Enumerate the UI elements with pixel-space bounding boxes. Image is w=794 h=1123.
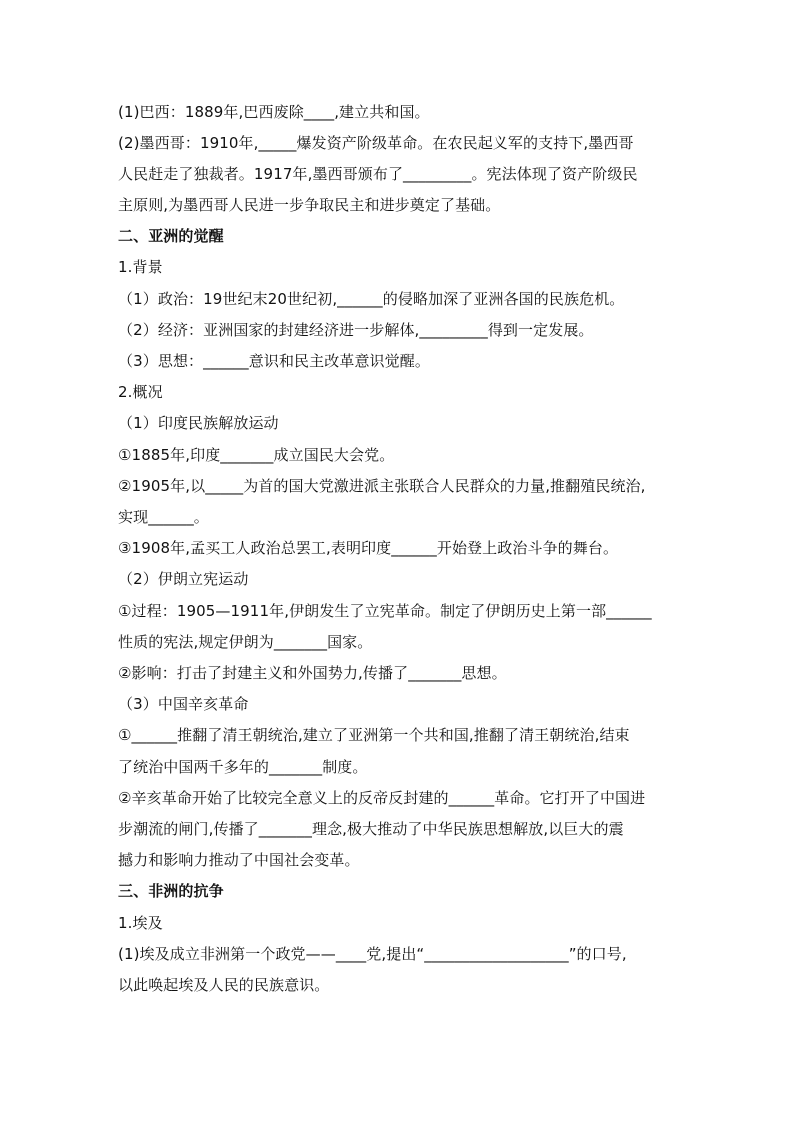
- text-line: (1)埃及成立非洲第一个政党——____党,提出“___________________”的口号,: [118, 945, 627, 963]
- subsection-heading: 1.背景: [118, 258, 163, 276]
- text-line: （3）思想：______意识和民主改革意识觉醒。: [118, 352, 430, 370]
- text-line: 步潮流的闸门,传播了_______理念,极大推动了中华民族思想解放,以巨大的震: [118, 820, 624, 838]
- text-line: ①过程：1905—1911年,伊朗发生了立宪革命。制定了伊朗历史上第一部______: [118, 602, 652, 620]
- section-heading: 三、非洲的抗争: [118, 882, 224, 900]
- text-line: ①______推翻了清王朝统治,建立了亚洲第一个共和国,推翻了清王朝统治,结束: [118, 726, 630, 744]
- text-line: ①1885年,印度_______成立国民大会党。: [118, 446, 395, 464]
- text-line: 实现______。: [118, 508, 209, 526]
- text-line: ②1905年,以_____为首的国大党激进派主张联合人民群众的力量,推翻殖民统治,: [118, 477, 646, 495]
- text-line: （2）经济：亚洲国家的封建经济进一步解体,_________得到一定发展。: [118, 321, 594, 339]
- item-heading: （1）印度民族解放运动: [118, 414, 279, 432]
- text-line: 撼力和影响力推动了中国社会变革。: [118, 851, 360, 869]
- section-heading: 二、亚洲的觉醒: [118, 227, 224, 245]
- item-heading: （3）中国辛亥革命: [118, 695, 249, 713]
- text-line: 以此唤起埃及人民的民族意识。: [118, 976, 330, 994]
- text-line: (1)巴西：1889年,巴西废除____,建立共和国。: [118, 103, 430, 121]
- text-line: ②影响：打击了封建主义和外国势力,传播了_______思想。: [118, 664, 507, 682]
- text-line: 性质的宪法,规定伊朗为_______国家。: [118, 633, 373, 651]
- text-line: ②辛亥革命开始了比较完全意义上的反帝反封建的______革命。它打开了中国进: [118, 789, 646, 807]
- text-line: 了统治中国两千多年的_______制度。: [118, 758, 368, 776]
- text-line: （1）政治：19世纪末20世纪初,______的侵略加深了亚洲各国的民族危机。: [118, 290, 625, 308]
- subsection-heading: 1.埃及: [118, 914, 163, 932]
- text-line: (2)墨西哥：1910年,_____爆发资产阶级革命。在农民起义军的支持下,墨西哥: [118, 134, 634, 152]
- text-line: 主原则,为墨西哥人民进一步争取民主和进步奠定了基础。: [118, 196, 501, 214]
- text-line: ③1908年,孟买工人政治总罢工,表明印度______开始登上政治斗争的舞台。: [118, 539, 619, 557]
- subsection-heading: 2.概况: [118, 383, 163, 401]
- item-heading: （2）伊朗立宪运动: [118, 570, 249, 588]
- text-line: 人民赶走了独裁者。1917年,墨西哥颁布了_________。宪法体现了资产阶级民: [118, 165, 638, 183]
